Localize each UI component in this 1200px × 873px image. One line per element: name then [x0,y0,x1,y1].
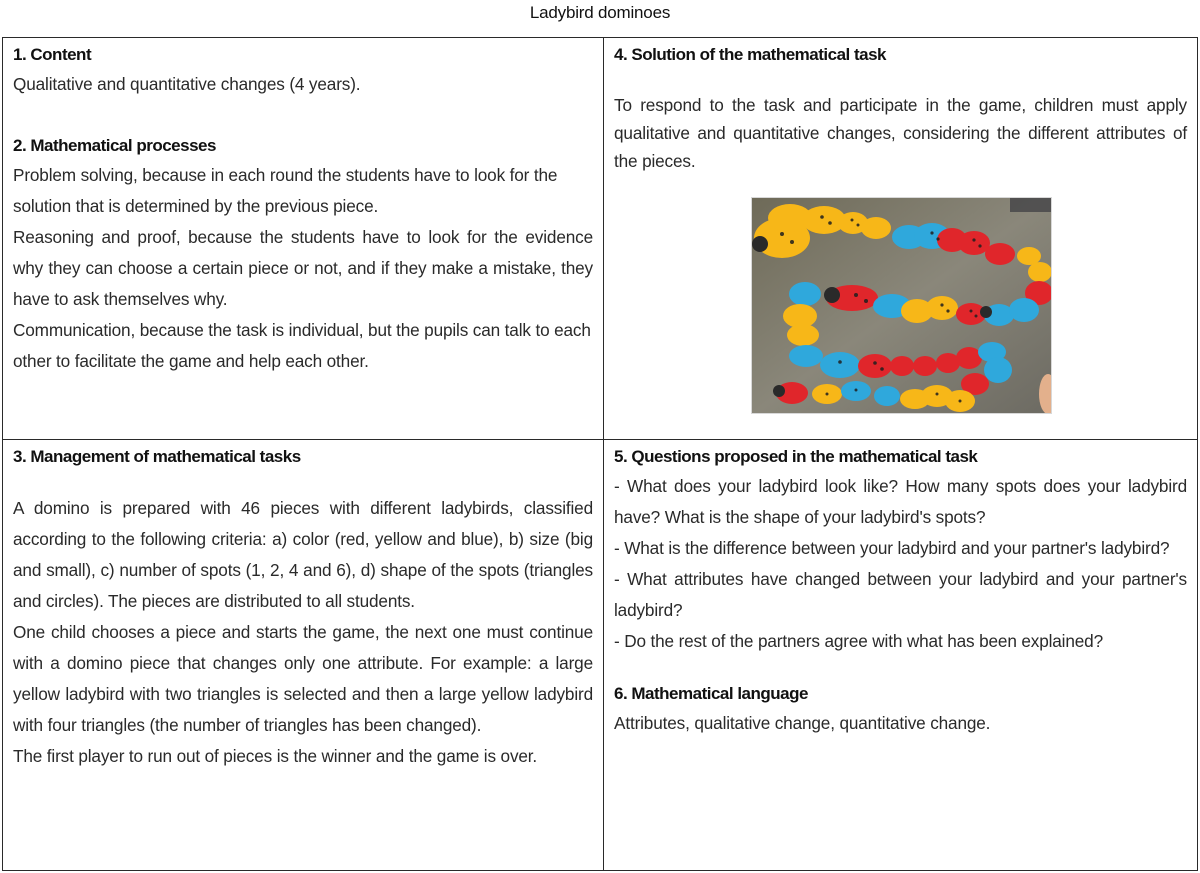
content-heading: 1. Content [13,45,92,64]
solution-text: To respond to the task and participate in the game, children must apply qualitative and quantitative changes, considering the different attributes of the pieces. [614,95,1187,171]
process-communication: Communication, because the task is individual, but the pupils can talk to each other to facilitate the game and help each other. [13,320,591,371]
question-item: - Do the rest of the partners agree with what has been explained? [614,631,1103,651]
ladybird-domino-photo [751,197,1052,414]
lesson-table [2,37,1198,871]
management-rules: One child chooses a piece and starts the game, the next one must continue with a domino piece that changes only one attribute. For example: a large yellow ladybird with two triangles is selected and then a large yellow ladybird with four triangles (the number of triangles has been changed). [13,622,593,735]
content-text: Qualitative and quantitative changes (4 years). [13,74,361,94]
question-item: - What is the difference between your ladybird and your partner's ladybird? [614,538,1170,558]
management-heading: 3. Management of mathematical tasks [13,447,301,466]
language-heading: 6. Mathematical language [614,684,808,703]
question-item: - What attributes have changed between your ladybird and your partner's ladybird? [614,569,1187,620]
process-reasoning-proof: Reasoning and proof, because the students have to look for the evidence why they can choose a certain piece or not, and if they make a mistake, they have to ask themselves why. [13,227,593,309]
cell-content-and-processes [3,38,604,440]
processes-heading: 2. Mathematical processes [13,136,216,155]
process-problem-solving: Problem solving, because in each round the students have to look for the solution that is determined by the previous piece. [13,165,558,216]
language-text: Attributes, qualitative change, quantitative change. [614,713,991,733]
management-winner: The first player to run out of pieces is the winner and the game is over. [13,746,538,766]
document-title: Ladybird dominoes [529,3,671,22]
ladybird-chain-illustration [752,198,1052,414]
cell-solution [604,38,1197,440]
solution-heading: 4. Solution of the mathematical task [614,45,887,64]
management-setup: A domino is prepared with 46 pieces with different ladybirds, classified according to the following criteria: a) color (red, yellow and blue), b) size (big and small), c) number of spots (1, 2, 4 and 6), d) shape of the spots (triangles and circles). The pieces are distributed to all students. [13,498,593,611]
questions-heading: 5. Questions proposed in the mathematical task [614,447,978,466]
question-item: - What does your ladybird look like? How many spots does your ladybird have? What is the shape of your ladybird's spots? [614,476,1187,527]
cell-management [3,440,604,870]
cell-questions-and-language [604,440,1197,870]
